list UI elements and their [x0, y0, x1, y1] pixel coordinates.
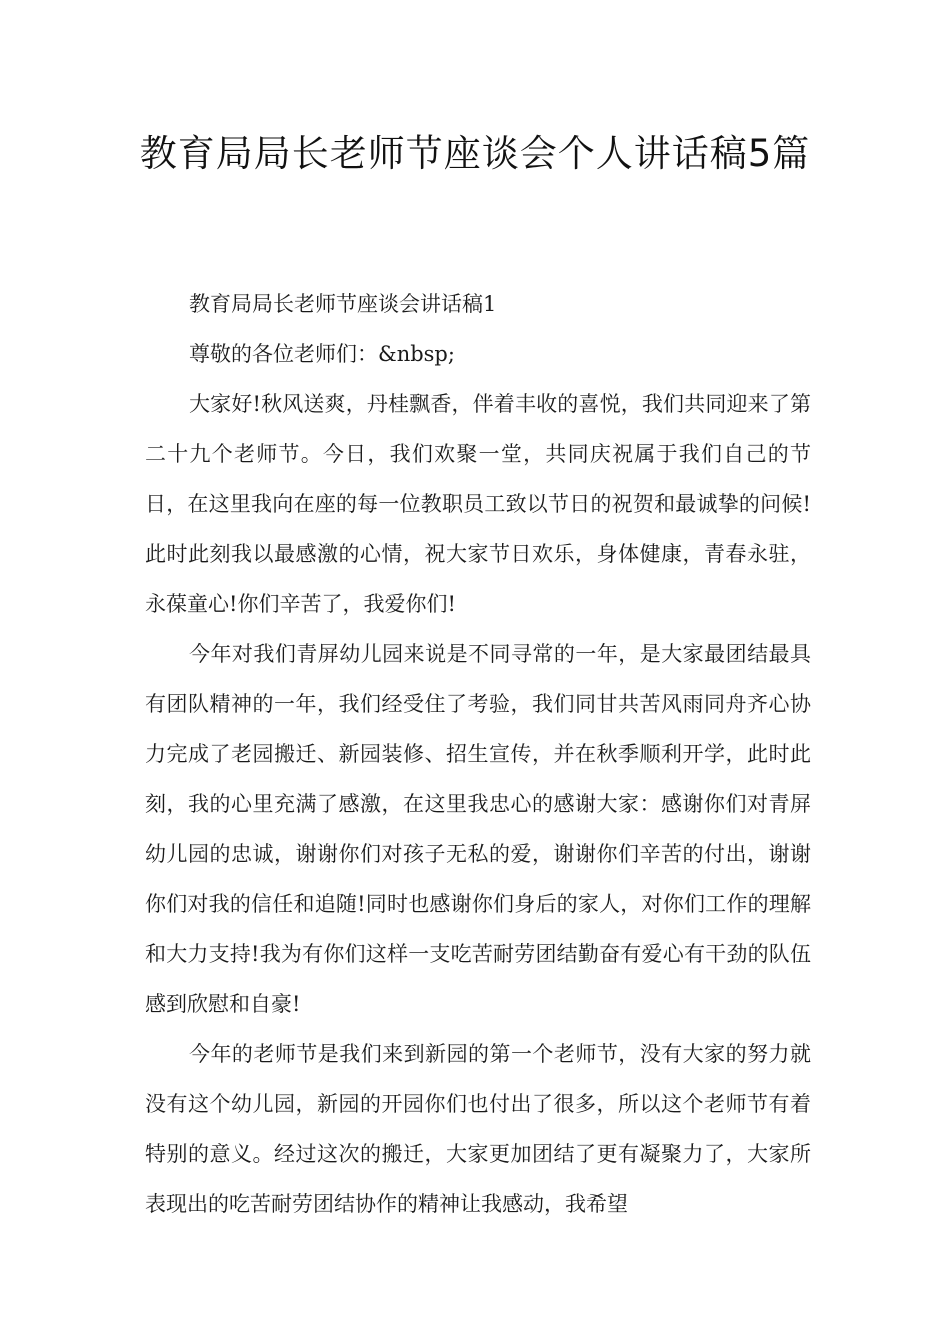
document-title: 教育局局长老师节座谈会个人讲话稿5篇: [139, 132, 811, 175]
body-paragraph: 今年对我们青屏幼儿园来说是不同寻常的一年，是大家最团结最具有团队精神的一年，我们经受住了考验，我们同甘共苦风雨同舟齐心协力完成了老园搬迁、新园装修、招生宣传，并在秋季顺利开学，此时此刻，我的心里充满了感激，在这里我忠心的感谢大家：感谢你们对青屏幼儿园的忠诚，谢谢你们对孩子无私的爱，谢谢你们辛苦的付出，谢谢你们对我的信任和追随!同时也感谢你们身后的家人，对你们工作的理解和大力支持!我为有你们这样一支吃苦耐劳团结勤奋有爱心有干劲的队伍感到欣慰和自豪!: [145, 642, 811, 1016]
body-paragraph: 大家好!秋风送爽，丹桂飘香，伴着丰收的喜悦，我们共同迎来了第二十九个老师节。今日，我们欢聚一堂，共同庆祝属于我们自己的节日，在这里我向在座的每一位教职员工致以节日的祝贺和最诚挚的问候!此时此刻我以最感激的心情，祝大家节日欢乐，身体健康，青春永驻，永葆童心!你们辛苦了，我爱你们!: [145, 392, 811, 616]
subtitle-paragraph: 教育局局长老师节座谈会讲话稿1: [189, 292, 497, 316]
document-body: [145, 279, 811, 1229]
salutation-paragraph: 尊敬的各位老师们：&nbsp;: [189, 342, 455, 366]
body-paragraph: 今年的老师节是我们来到新园的第一个老师节，没有大家的努力就没有这个幼儿园，新园的开园你们也付出了很多，所以这个老师节有着特别的意义。经过这次的搬迁，大家更加团结了更有凝聚力了，大家所表现出的吃苦耐劳团结协作的精神让我感动，我希望: [145, 1042, 811, 1216]
